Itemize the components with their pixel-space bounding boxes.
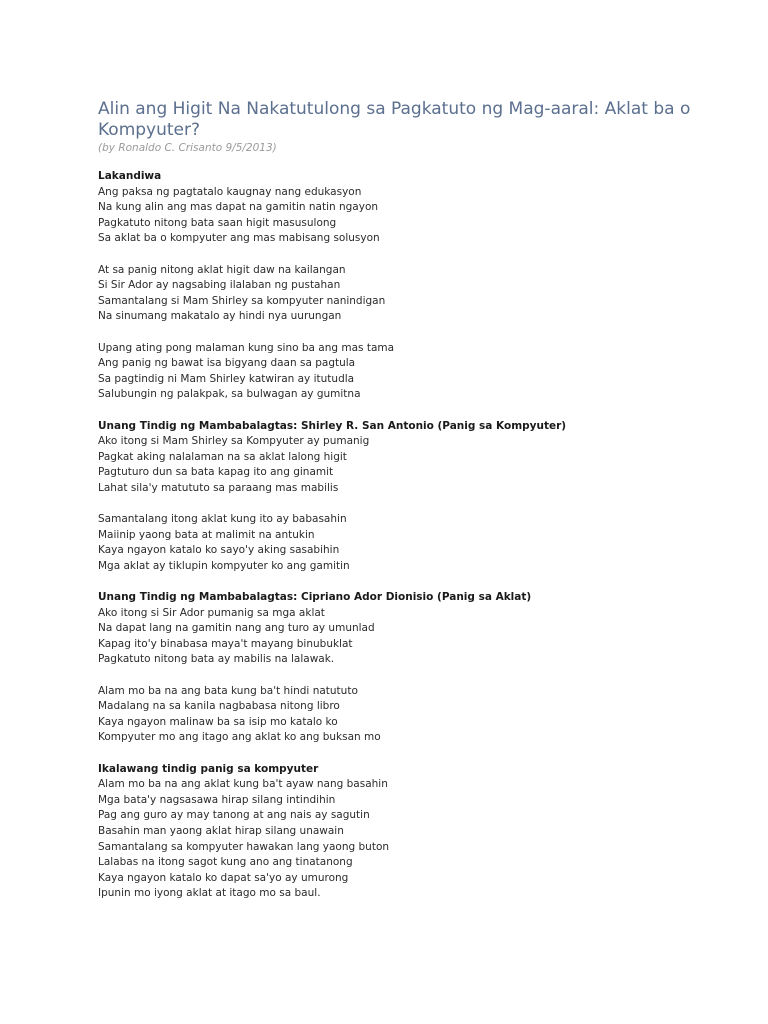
document-title: Alin ang Higit Na Nakatutulong sa Pagkatuto ng Mag-aaral: Aklat ba o Kompyuter? <box>98 99 691 140</box>
verse-line: Pag ang guro ay may tanong at ang nais ay sagutin <box>98 809 370 822</box>
verse-line: Upang ating pong malaman kung sino ba ang mas tama <box>98 341 395 354</box>
verse-line: Mga aklat ay tiklupin kompyuter ko ang gamitin <box>98 559 350 572</box>
verse-line: Na kung alin ang mas dapat na gamitin natin ngayon <box>98 201 379 214</box>
stanza <box>98 434 698 496</box>
verse-line: Pagkatuto nitong bata saan higit masusulong <box>98 216 337 229</box>
verse-line: Samantalang sa kompyuter hawakan lang yaong buton <box>98 840 390 853</box>
verse-line: Kaya ngayon katalo ko dapat sa'yo ay umurong <box>98 871 349 884</box>
verse-line: Ipunin mo iyong aklat at itago mo sa baul. <box>98 887 321 900</box>
verse-line: Ang paksa ng pagtatalo kaugnay nang edukasyon <box>98 185 362 198</box>
verse-line: Madalang na sa kanila nagbabasa nitong libro <box>98 700 340 713</box>
section-heading: Lakandiwa <box>98 170 162 182</box>
verse-line: Ako itong si Mam Shirley sa Kompyuter ay pumanig <box>98 435 370 448</box>
section-heading: Ikalawang tindig panig sa kompyuter <box>98 762 319 775</box>
stanza <box>98 185 698 247</box>
poem-section <box>98 419 698 575</box>
verse-line: Kaya ngayon katalo ko sayo'y aking sasabihin <box>98 544 340 557</box>
stanza <box>98 606 698 668</box>
verse-line: Lalabas na itong sagot kung ano ang tinatanong <box>98 856 353 869</box>
verse-line: Alam mo ba na ang bata kung ba't hindi natututo <box>98 684 358 697</box>
section-heading: Unang Tindig ng Mambabalagtas: Shirley R. San Antonio (Panig sa Kompyuter) <box>98 419 567 432</box>
verse-line: Si Sir Ador ay nagsabing ilalaban ng pustahan <box>98 279 341 292</box>
verse-line: Salubungin ng palakpak, sa bulwagan ay gumitna <box>98 388 361 401</box>
verse-line: Kompyuter mo ang itago ang aklat ko ang buksan mo <box>98 731 381 744</box>
verse-line: Kaya ngayon malinaw ba sa isip mo katalo ko <box>98 715 338 728</box>
sections-container <box>98 169 698 902</box>
verse-line: Pagkat aking nalalaman na sa aklat lalong higit <box>98 450 347 463</box>
verse-line: Samantalang si Mam Shirley sa kompyuter nanindigan <box>98 294 386 307</box>
verse-line: Ako itong si Sir Ador pumanig sa mga aklat <box>98 606 325 619</box>
verse-line: Sa pagtindig ni Mam Shirley katwiran ay itutudla <box>98 372 355 385</box>
verse-line: Kapag ito'y binabasa maya't mayang binubuklat <box>98 637 353 650</box>
verse-line: Pagtuturo dun sa bata kapag ito ang ginamit <box>98 466 334 479</box>
verse-line: Basahin man yaong aklat hirap silang unawain <box>98 824 344 837</box>
poem-section <box>98 762 698 902</box>
stanza <box>98 341 698 403</box>
stanza <box>98 263 698 325</box>
stanza <box>98 684 698 746</box>
verse-line: Na dapat lang na gamitin nang ang turo ay umunlad <box>98 622 375 635</box>
spacer <box>98 155 698 169</box>
verse-line: Alam mo ba na ang aklat kung ba't ayaw nang basahin <box>98 778 388 791</box>
stanza <box>98 512 698 574</box>
stanza <box>98 777 698 902</box>
document <box>98 99 698 918</box>
verse-line: Lahat sila'y matututo sa paraang mas mabilis <box>98 481 339 494</box>
verse-line: Maiinip yaong bata at malimit na antukin <box>98 528 315 541</box>
section-heading: Unang Tindig ng Mambabalagtas: Cipriano Ador Dionisio (Panig sa Aklat) <box>98 591 532 604</box>
verse-line: Pagkatuto nitong bata ay mabilis na lalawak. <box>98 653 335 666</box>
verse-line: Samantalang itong aklat kung ito ay babasahin <box>98 513 347 526</box>
verse-line: Na sinumang makatalo ay hindi nya uurungan <box>98 310 342 323</box>
poem-section <box>98 590 698 746</box>
verse-line: Sa aklat ba o kompyuter ang mas mabisang solusyon <box>98 232 380 245</box>
poem-section <box>98 169 698 403</box>
document-byline: (by Ronaldo C. Crisanto 9/5/2013) <box>98 142 277 154</box>
verse-line: At sa panig nitong aklat higit daw na kailangan <box>98 263 346 276</box>
verse-line: Ang panig ng bawat isa bigyang daan sa pagtula <box>98 357 356 370</box>
verse-line: Mga bata'y nagsasawa hirap silang intindihin <box>98 793 336 806</box>
